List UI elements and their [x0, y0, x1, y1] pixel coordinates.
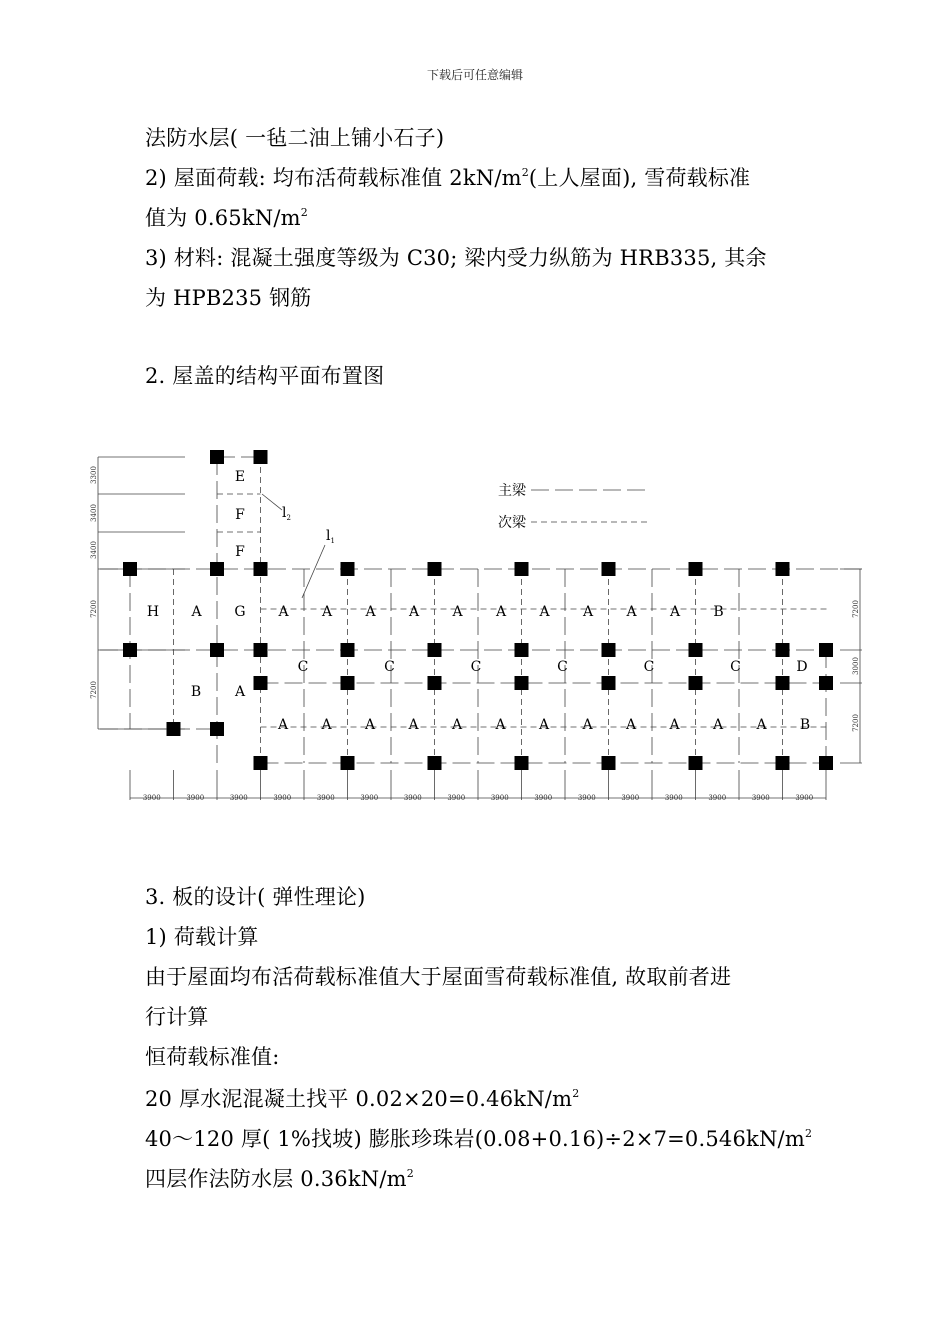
column-square: [428, 676, 442, 690]
column-square: [123, 562, 137, 576]
column-square: [341, 756, 355, 770]
panel-label: A: [625, 717, 637, 733]
column-square: [210, 450, 224, 464]
section3-line6: [145, 1159, 414, 1199]
panel-label: F: [235, 507, 245, 523]
left-dimension: 3400: [90, 541, 98, 559]
section1-line3: [145, 198, 308, 238]
panel-label: A: [321, 717, 332, 733]
section1-line5: 为 HPB235 钢筋: [145, 286, 312, 310]
section3-line5-text: 40～120 厚( 1%找坡) 膨胀珍珠岩(0.08+0.16)÷2×7=0.546kN/m: [145, 1127, 805, 1151]
bottom-dimension: 3900: [490, 794, 509, 802]
column-square: [602, 562, 616, 576]
column-square: [341, 562, 355, 576]
section3-title: 3. 板的设计( 弹性理论): [145, 885, 366, 909]
column-square: [602, 676, 616, 690]
column-square: [689, 562, 703, 576]
panel-label: A: [451, 717, 463, 733]
left-dimension: 7200: [90, 681, 98, 699]
bottom-dimension: 3900: [708, 794, 727, 802]
panel-label: A: [365, 604, 376, 620]
bottom-dimension: 3900: [273, 794, 292, 802]
section1-line3-text: 值为 0.65kN/m: [145, 206, 301, 230]
panel-label: A: [495, 717, 506, 733]
column-square: [341, 676, 355, 690]
superscript: 2: [521, 166, 529, 179]
column-square: [167, 722, 181, 736]
panel-label: C: [643, 659, 655, 675]
column-square: [819, 756, 833, 770]
panel-label: D: [796, 659, 808, 675]
bottom-dimension: 3900: [795, 794, 814, 802]
panel-label: A: [321, 604, 333, 620]
bottom-dimension: 3900: [664, 794, 683, 802]
panel-label: A: [582, 717, 593, 733]
left-dimension: 7200: [90, 600, 98, 618]
bottom-dimension: 3900: [186, 794, 205, 802]
section3-line1: 由于屋面均布活荷载标准值大于屋面雪荷载标准值, 故取前者进: [145, 965, 732, 989]
panel-label: A: [364, 717, 376, 733]
panel-label: A: [626, 604, 637, 620]
left-dimension: 3300: [90, 466, 98, 484]
panel-label: A: [495, 604, 507, 620]
roof-structural-plan: [0, 440, 950, 820]
page-header: 下载后可任意编辑: [426, 68, 523, 82]
section3-line4-text: 20 厚水泥混凝土找平 0.02×20=0.46kN/m: [145, 1087, 573, 1111]
bottom-dimension: 3900: [229, 794, 248, 802]
column-square: [819, 676, 833, 690]
panel-label: A: [191, 604, 202, 620]
column-square: [515, 676, 529, 690]
panel-label: E: [234, 469, 246, 485]
column-square: [428, 643, 442, 657]
column-square: [776, 756, 790, 770]
right-dimension: 7200: [852, 600, 860, 618]
column-square: [254, 676, 268, 690]
bottom-dimension: 3900: [577, 794, 596, 802]
column-square: [776, 562, 790, 576]
column-square: [776, 676, 790, 690]
section3-line5: [145, 1119, 812, 1159]
bottom-dimension: 3900: [447, 794, 466, 802]
pointer-line: [302, 545, 325, 598]
column-square: [210, 562, 224, 576]
section3-line6-text: 四层作法防水层 0.36kN/m: [145, 1167, 407, 1191]
panel-label: B: [190, 684, 202, 700]
panel-label: A: [538, 717, 550, 733]
section3-line3: 恒荷载标准值:: [145, 1045, 280, 1069]
panel-label: A: [756, 717, 767, 733]
panel-label: A: [408, 604, 420, 620]
panel-label: A: [234, 684, 246, 700]
panel-label: A: [669, 604, 681, 620]
bottom-dimension: 3900: [534, 794, 553, 802]
plan-labels: [90, 466, 860, 802]
column-square: [819, 643, 833, 657]
panel-label: C: [470, 659, 482, 675]
legend-secondary-beam: 次梁: [498, 515, 526, 531]
panel-label: A: [582, 604, 594, 620]
label-l2: $l_2$: [282, 505, 291, 522]
column-square: [254, 450, 268, 464]
panel-label: A: [452, 604, 463, 620]
column-square: [515, 756, 529, 770]
left-dimension: 3400: [90, 504, 98, 522]
column-square: [602, 643, 616, 657]
column-square: [515, 643, 529, 657]
section1-line2-tail: (上人屋面), 雪荷载标准: [528, 166, 751, 190]
column-square: [689, 756, 703, 770]
panel-label: A: [712, 717, 724, 733]
section1-line2: [145, 158, 750, 198]
bottom-dimension: 3900: [142, 794, 161, 802]
plan-beams: [98, 457, 862, 800]
column-square: [210, 643, 224, 657]
column-square: [254, 756, 268, 770]
panel-label: A: [669, 717, 680, 733]
right-dimension: 3000: [852, 657, 860, 675]
panel-label: G: [234, 604, 246, 620]
column-square: [515, 562, 529, 576]
panel-label: A: [408, 717, 419, 733]
section1-line1: 法防水层( 一毡二油上铺小石子): [145, 126, 445, 150]
bottom-dimension: 3900: [621, 794, 640, 802]
column-square: [689, 643, 703, 657]
column-square: [689, 676, 703, 690]
right-dimension: 7200: [852, 714, 860, 732]
column-square: [602, 756, 616, 770]
panel-label: A: [539, 604, 550, 620]
bottom-dimension: 3900: [316, 794, 335, 802]
legend-main-beam: 主梁: [498, 483, 526, 499]
panel-label: A: [278, 604, 289, 620]
column-square: [254, 562, 268, 576]
section2-title: 2. 屋盖的结构平面布置图: [145, 364, 385, 388]
pointer-line: [262, 494, 282, 510]
section3-sub1: 1) 荷载计算: [145, 925, 259, 949]
section3-line4: [145, 1079, 579, 1119]
panel-label: B: [713, 604, 724, 620]
panel-label: C: [557, 659, 568, 675]
column-square: [123, 643, 137, 657]
column-square: [776, 643, 790, 657]
superscript: 2: [572, 1087, 580, 1100]
panel-label: C: [384, 659, 395, 675]
column-square: [254, 643, 268, 657]
section1-line4: 3) 材料: 混凝土强度等级为 C30; 梁内受力纵筋为 HRB335, 其余: [145, 246, 767, 270]
section3-line2: 行计算: [145, 1005, 209, 1029]
column-square: [341, 643, 355, 657]
column-square: [210, 722, 224, 736]
superscript: 2: [300, 206, 308, 219]
panel-label: C: [297, 659, 309, 675]
column-square: [428, 562, 442, 576]
superscript: 2: [406, 1167, 414, 1180]
panel-label: B: [799, 717, 811, 733]
section1-line2-text: 2) 屋面荷载: 均布活荷载标准值 2kN/m: [145, 166, 522, 190]
panel-label: A: [277, 717, 289, 733]
bottom-dimension: 3900: [751, 794, 770, 802]
bottom-dimension: 3900: [360, 794, 379, 802]
superscript: 2: [804, 1127, 813, 1140]
label-l1: $l_1$: [326, 528, 335, 545]
panel-label: F: [235, 544, 245, 560]
panel-label: C: [730, 659, 741, 675]
panel-label: H: [146, 604, 160, 620]
column-square: [428, 756, 442, 770]
bottom-dimension: 3900: [403, 794, 422, 802]
